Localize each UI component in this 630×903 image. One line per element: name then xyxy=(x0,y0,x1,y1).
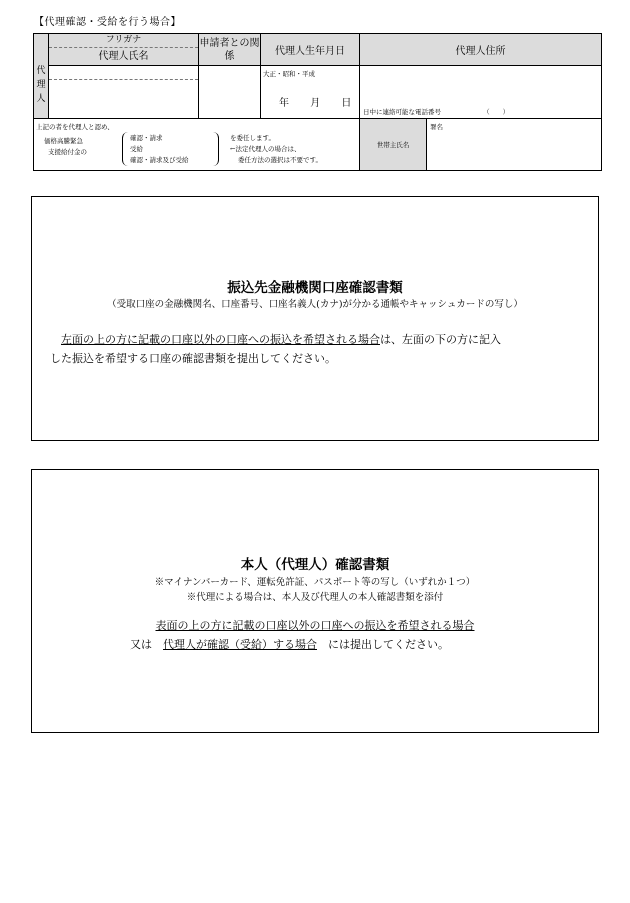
id-document-box xyxy=(31,469,599,733)
bank-document-box xyxy=(31,196,599,441)
address-header: 代理人住所 xyxy=(360,34,602,66)
birthdate-header: 代理人生年月日 xyxy=(261,34,360,66)
proxy-side-label: 代 理 人 xyxy=(34,34,49,119)
furigana-header: フリガナ xyxy=(49,34,198,48)
option-confirm-request[interactable]: 確認・請求 xyxy=(130,134,163,142)
proxy-form-table xyxy=(33,33,602,171)
option-confirm-request-receive[interactable]: 確認・請求及び受給 xyxy=(130,156,189,164)
bank-doc-title: 振込先金融機関口座確認書類 xyxy=(227,280,403,296)
delegation-text: 上記の者を代理人と認め、 価格高騰緊急 支援給付金の 確認・請求 受給 確認・請求及び受給 を委任します。 ←法定代理人の場合は、 委任方法の選択は不要です。 xyxy=(34,119,360,171)
proxy-name-input[interactable] xyxy=(49,80,198,118)
option-receive[interactable]: 受給 xyxy=(130,145,143,153)
birthdate-input[interactable] xyxy=(261,66,360,119)
id-doc-note2: ※代理による場合は、本人及び代理人の本人確認書類を添付 xyxy=(186,592,444,603)
id-doc-text: 表面の上の方に記載の口座以外の口座への振込を希望される場合 又は 代理人が確認（受給）する場合 には提出してください。 xyxy=(130,619,475,651)
householder-label: 世帯主氏名 xyxy=(360,119,427,171)
era-options: 大正・昭和・平成 xyxy=(263,70,315,78)
id-doc-title: 本人（代理人）確認書類 xyxy=(240,557,390,573)
month-label: 月 xyxy=(310,98,321,109)
furigana-input[interactable] xyxy=(49,66,198,80)
day-label: 日 xyxy=(341,98,352,109)
relation-header: 申請者との関係 xyxy=(199,34,261,66)
phone-label: 日中に連絡可能な電話番号 xyxy=(363,108,441,116)
relation-input[interactable] xyxy=(199,66,261,119)
signature-label: 署名 xyxy=(430,123,443,131)
address-input[interactable] xyxy=(360,66,602,119)
proxy-name-header: 代理人氏名 xyxy=(98,51,149,62)
phone-parens: （ ） xyxy=(483,108,510,116)
bank-doc-subtitle: （受取口座の金融機関名、口座番号、口座名義人(カナ)が分かる通帳やキャッシュカードの写し） xyxy=(107,299,523,310)
bank-doc-text: 左面の上の方に記載の口座以外の口座への振込を希望される場合は、左面の下の方に記入 した振込を希望する口座の確認書類を提出してください。 xyxy=(50,333,501,365)
signature-field[interactable] xyxy=(427,119,602,171)
proxy-section-heading: 【代理確認・受給を行う場合】 xyxy=(34,17,181,28)
id-doc-note1: ※マイナンバーカード、運転免許証、パスポート等の写し（いずれか１つ） xyxy=(154,577,476,588)
year-label: 年 xyxy=(279,98,289,109)
